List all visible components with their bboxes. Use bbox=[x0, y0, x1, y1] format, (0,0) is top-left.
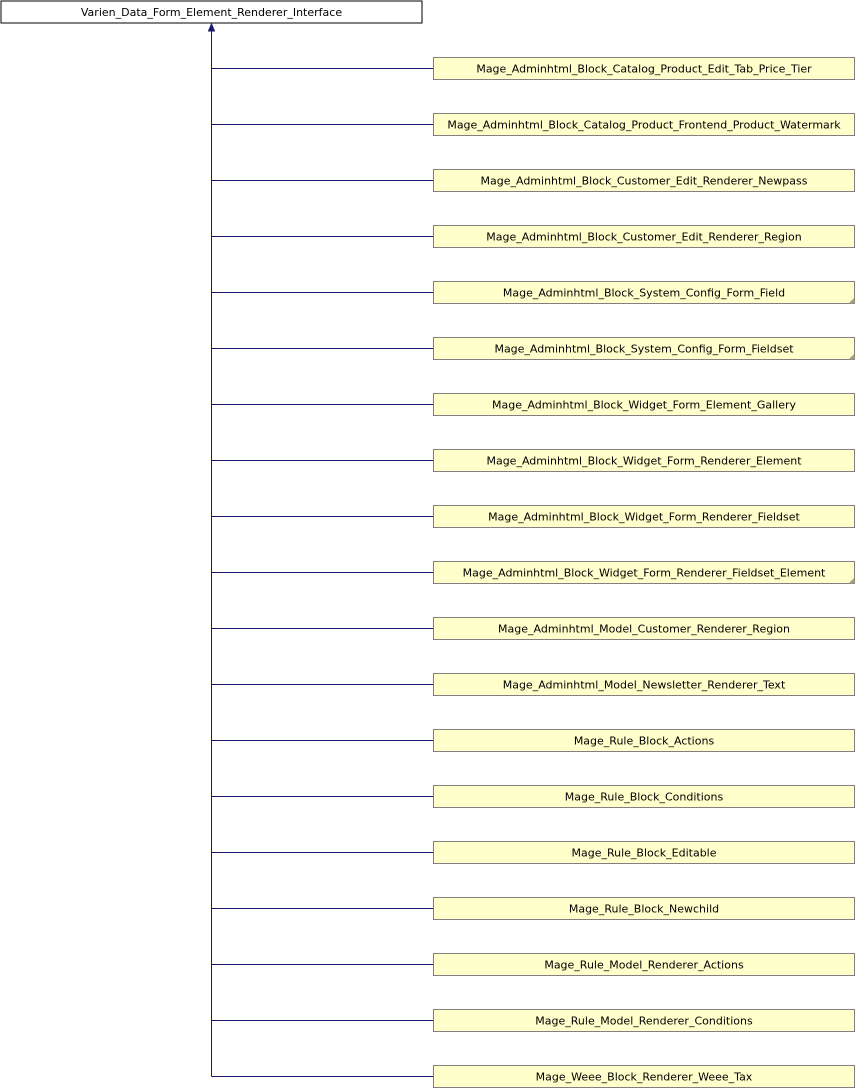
derived-class-label: Mage_Adminhtml_Block_Widget_Form_Renderer_Fieldset bbox=[488, 510, 800, 524]
derived-class-label: Mage_Adminhtml_Model_Newsletter_Renderer_Text bbox=[502, 678, 786, 692]
derived-class-node[interactable] bbox=[434, 842, 855, 864]
derived-class-node[interactable] bbox=[434, 562, 855, 584]
derived-class-node[interactable] bbox=[434, 450, 855, 472]
derived-class-node[interactable] bbox=[434, 338, 855, 360]
derived-class-node[interactable] bbox=[434, 114, 855, 136]
derived-class-node[interactable] bbox=[434, 282, 855, 304]
derived-class-node[interactable] bbox=[434, 674, 855, 696]
derived-class-label: Mage_Rule_Block_Actions bbox=[573, 734, 715, 748]
derived-class-label: Mage_Adminhtml_Block_Catalog_Product_Edit_Tab_Price_Tier bbox=[476, 62, 812, 76]
derived-class-node[interactable] bbox=[434, 898, 855, 920]
derived-class-label: Mage_Rule_Model_Renderer_Actions bbox=[544, 958, 744, 972]
derived-class-label: Mage_Rule_Model_Renderer_Conditions bbox=[535, 1014, 753, 1028]
derived-class-node[interactable] bbox=[434, 170, 855, 192]
inheritance-arrowhead bbox=[209, 24, 215, 31]
derived-class-node[interactable] bbox=[434, 954, 855, 976]
derived-class-node[interactable] bbox=[434, 58, 855, 80]
derived-class-label: Mage_Rule_Block_Editable bbox=[571, 846, 717, 860]
base-class-node[interactable] bbox=[1, 1, 422, 23]
inheritance-edges bbox=[209, 24, 434, 1077]
derived-class-node[interactable] bbox=[434, 226, 855, 248]
derived-class-label: Mage_Adminhtml_Block_Widget_Form_Renderer_Fieldset_Element bbox=[462, 566, 826, 580]
derived-class-label: Mage_Adminhtml_Block_Catalog_Product_Frontend_Product_Watermark bbox=[447, 118, 841, 132]
derived-class-node[interactable] bbox=[434, 506, 855, 528]
derived-class-label: Mage_Adminhtml_Block_System_Config_Form_Field bbox=[502, 286, 786, 300]
derived-class-label: Mage_Adminhtml_Model_Customer_Renderer_Region bbox=[498, 622, 790, 636]
derived-class-label: Mage_Adminhtml_Block_Widget_Form_Renderer_Element bbox=[486, 454, 802, 468]
derived-class-node[interactable] bbox=[434, 1066, 855, 1088]
derived-class-label: Mage_Rule_Block_Conditions bbox=[564, 790, 724, 804]
derived-class-nodes bbox=[434, 58, 855, 1088]
derived-class-label: Mage_Adminhtml_Block_System_Config_Form_Fieldset bbox=[494, 342, 794, 356]
base-class-label: Varien_Data_Form_Element_Renderer_Interface bbox=[80, 6, 343, 19]
derived-class-label: Mage_Adminhtml_Block_Customer_Edit_Renderer_Newpass bbox=[480, 174, 808, 188]
derived-class-node[interactable] bbox=[434, 618, 855, 640]
derived-class-label: Mage_Rule_Block_Newchild bbox=[568, 902, 720, 916]
derived-class-label: Mage_Weee_Block_Renderer_Weee_Tax bbox=[535, 1070, 753, 1084]
derived-class-node[interactable] bbox=[434, 786, 855, 808]
derived-class-label: Mage_Adminhtml_Block_Widget_Form_Element_Gallery bbox=[491, 398, 797, 412]
derived-class-node[interactable] bbox=[434, 394, 855, 416]
derived-class-label: Mage_Adminhtml_Block_Customer_Edit_Renderer_Region bbox=[486, 230, 802, 244]
derived-class-node[interactable] bbox=[434, 1010, 855, 1032]
derived-class-node[interactable] bbox=[434, 730, 855, 752]
